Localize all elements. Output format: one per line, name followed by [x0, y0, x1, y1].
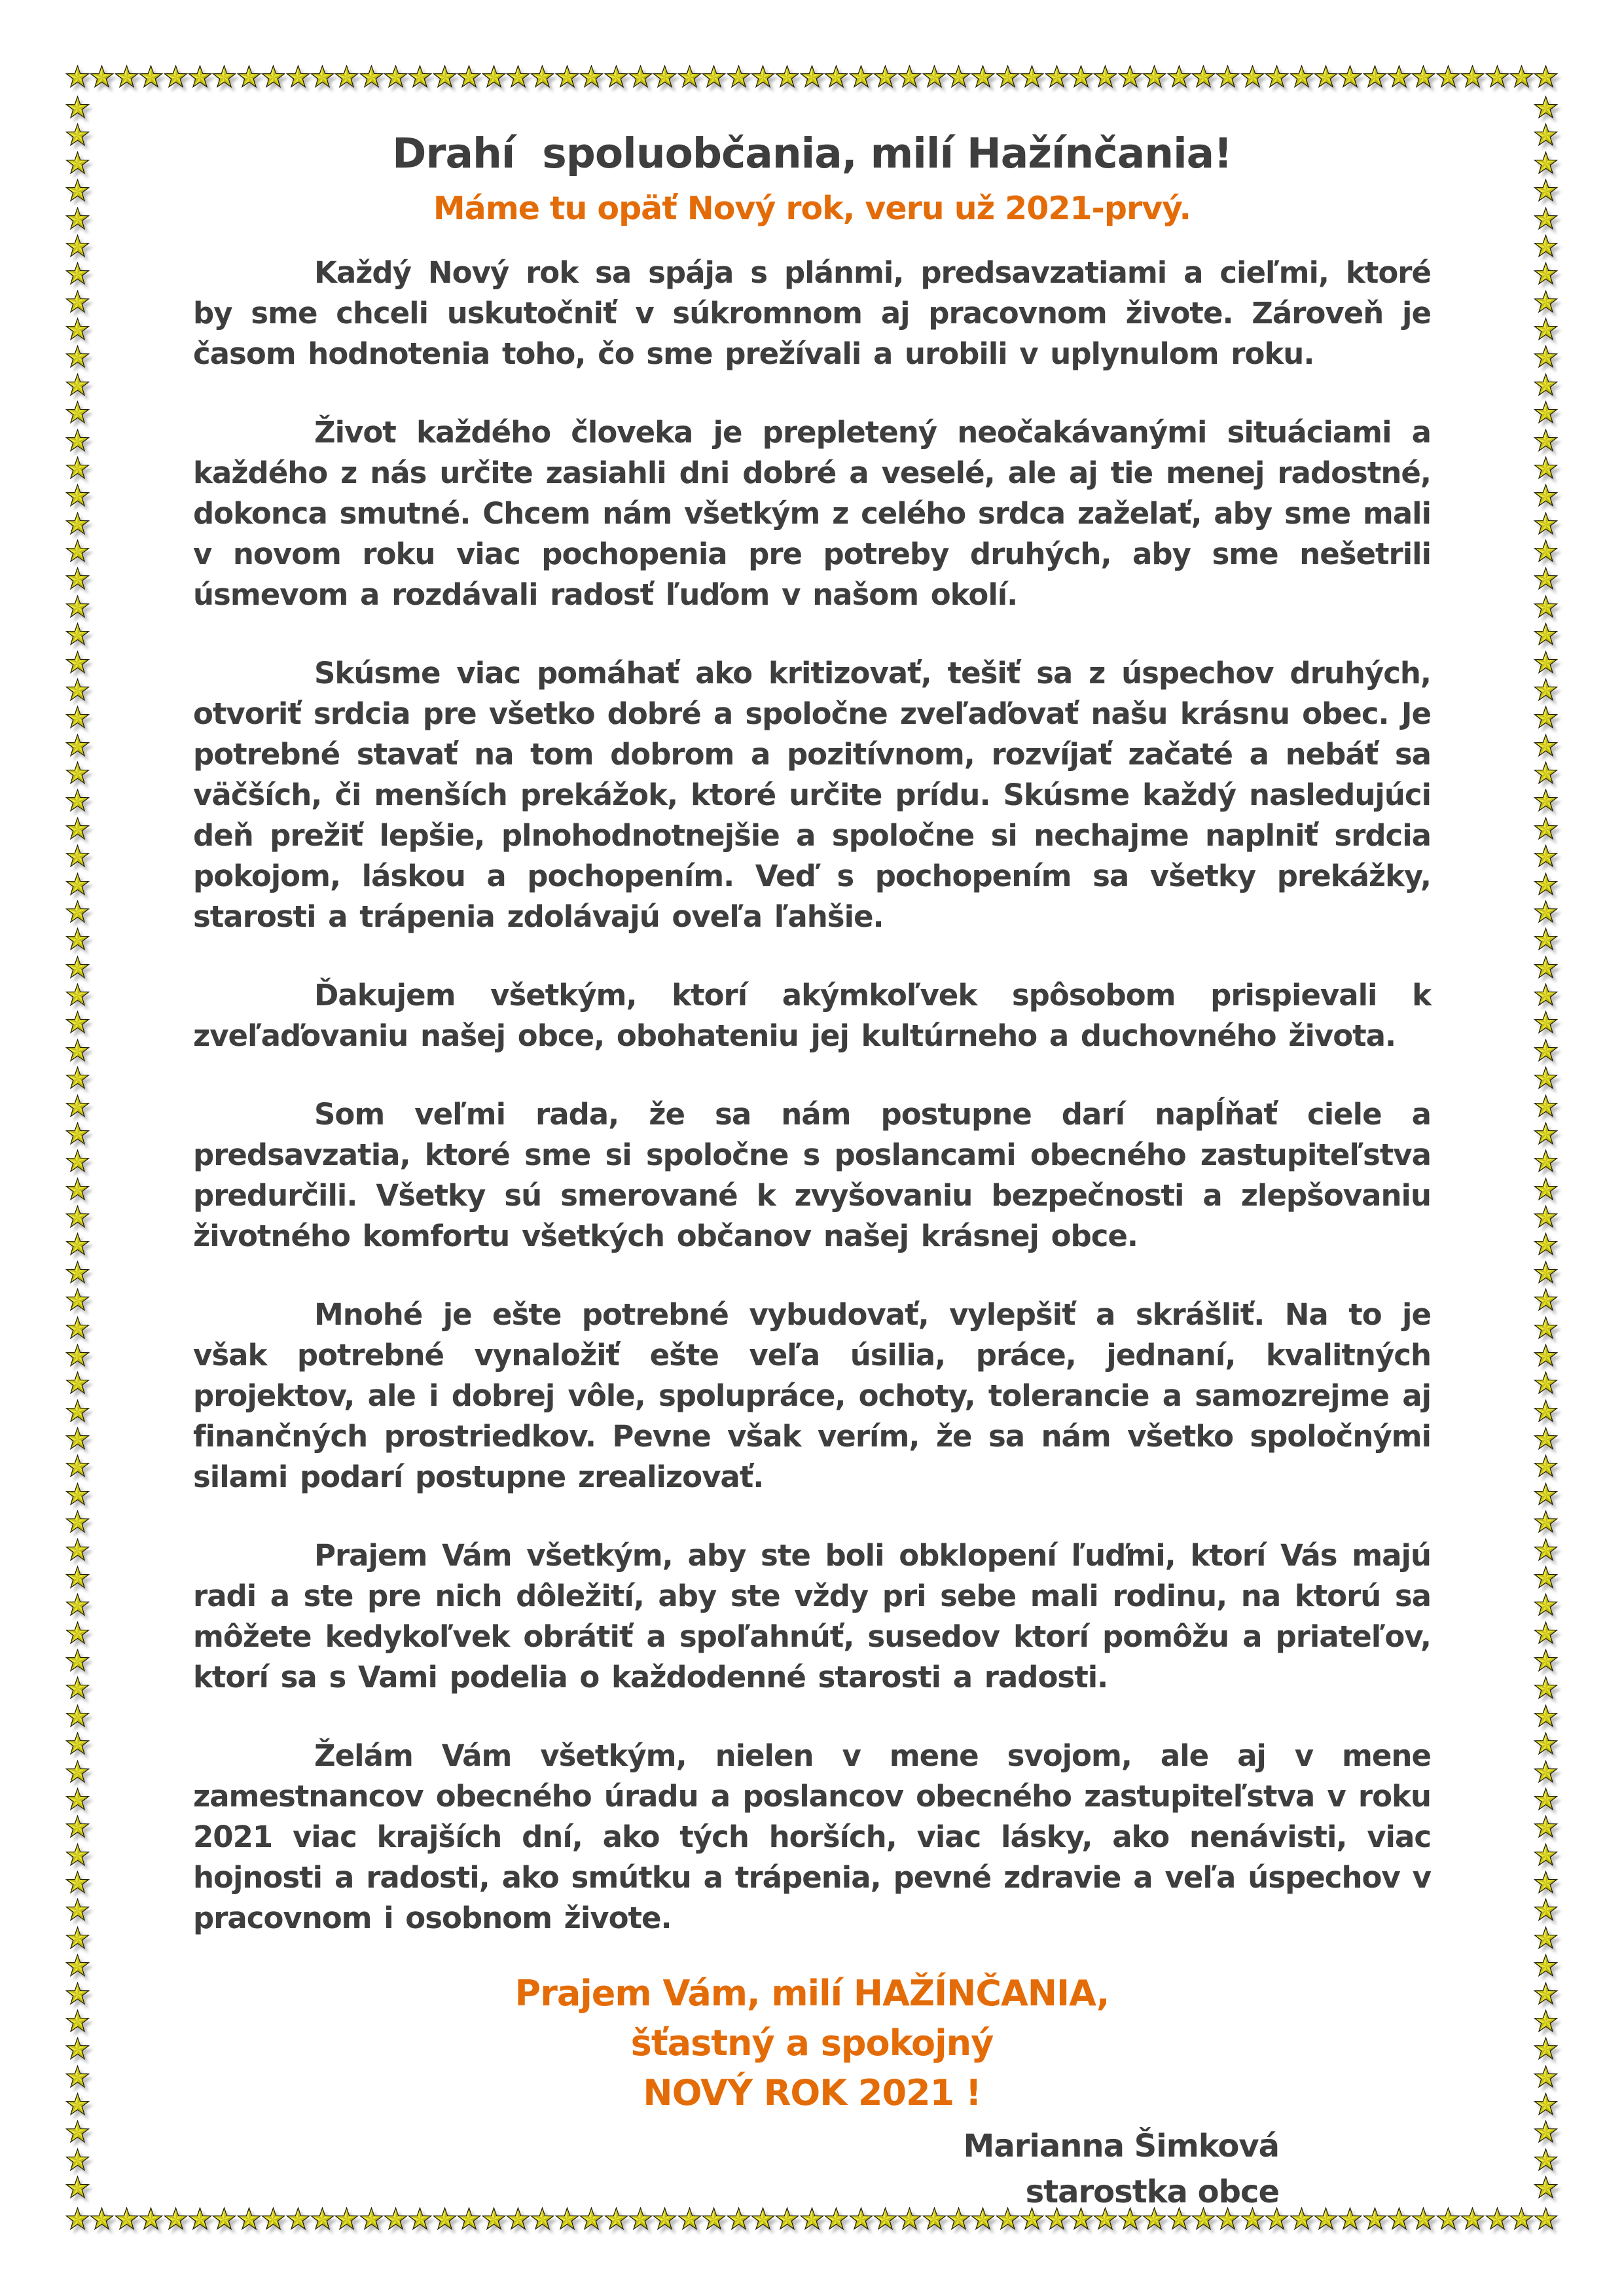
- star-icon: [1534, 429, 1558, 453]
- star-icon: [65, 1205, 90, 1229]
- star-icon: [65, 1898, 90, 1922]
- star-icon: [65, 900, 90, 924]
- star-icon: [65, 345, 90, 369]
- star-icon: [1534, 373, 1558, 397]
- star-icon: [628, 65, 653, 89]
- star-icon: [1534, 1898, 1558, 1922]
- star-icon: [65, 429, 90, 453]
- star-icon: [1534, 1787, 1558, 1812]
- star-icon: [1460, 65, 1485, 89]
- star-icon: [1534, 872, 1558, 897]
- star-icon: [65, 817, 90, 841]
- star-icon: [408, 65, 432, 89]
- star-icon: [996, 65, 1020, 89]
- star-icon: [65, 1371, 90, 1395]
- star-icon: [1534, 1982, 1558, 2006]
- star-icon: [1534, 567, 1558, 591]
- star-icon: [139, 65, 163, 89]
- closing-wish: [193, 1969, 1431, 2118]
- star-icon: [1534, 1649, 1558, 1673]
- star-icon: [65, 1538, 90, 1562]
- star-icon: [1534, 789, 1558, 813]
- star-icon: [1534, 1094, 1558, 1119]
- star-icon: [65, 1011, 90, 1035]
- star-icon: [65, 151, 90, 175]
- star-icon: [65, 1954, 90, 1978]
- star-icon: [727, 65, 751, 89]
- star-icon: [115, 2207, 139, 2231]
- paragraph: Želám Vám všetkým, nielen v mene svojom, ale aj v mene zamestnancov obecného úradu a poslancov obecného zastupiteľstva v roku 2021 viac krajších dní, ako tých horších, viac lásky, ako nenávisti, viac hojnosti a radosti, ako smútku a trápenia, pevné zdravie a veľa úspechov v pracovnom i osobnom živote.: [193, 1738, 1431, 1935]
- star-icon: [1460, 2207, 1485, 2231]
- star-icon: [482, 65, 506, 89]
- star-icon: [65, 1843, 90, 1867]
- star-icon: [1534, 900, 1558, 924]
- star-icon: [1534, 1427, 1558, 1451]
- star-icon: [1534, 2148, 1558, 2172]
- star-icon: [65, 927, 90, 952]
- star-icon: [65, 539, 90, 564]
- paragraph: Ďakujem všetkým, ktorí akýmkoľvek spôsobom prispievali k zveľaďovaniu našej obce, obohateniu jej kultúrneho a duchovného života.: [193, 978, 1431, 1053]
- star-icon: [65, 872, 90, 897]
- star-icon: [65, 1122, 90, 1146]
- star-icon: [65, 373, 90, 397]
- star-icon: [1534, 1732, 1558, 1756]
- star-icon: [65, 1316, 90, 1340]
- star-icon: [90, 65, 114, 89]
- star-icon: [1436, 65, 1460, 89]
- star-icon: [1534, 151, 1558, 175]
- star-icon: [555, 65, 579, 89]
- star-icon: [1534, 1232, 1558, 1257]
- star-icon: [65, 595, 90, 619]
- star-icon: [1534, 317, 1558, 342]
- star-icon: [1534, 234, 1558, 259]
- star-icon: [1534, 2065, 1558, 2089]
- star-icon: [65, 2176, 90, 2200]
- star-icon: [65, 1815, 90, 1839]
- star-icon: [1534, 844, 1558, 869]
- star-icon: [1534, 1954, 1558, 1978]
- star-icon: [1240, 65, 1265, 89]
- star-icon: [90, 2207, 114, 2231]
- signature-name: Marianna Šimková: [963, 2128, 1279, 2164]
- star-icon: [65, 207, 90, 231]
- star-icon: [65, 1454, 90, 1479]
- star-icon: [1534, 1871, 1558, 1895]
- star-icon: [1534, 2120, 1558, 2144]
- star-icon: [65, 2120, 90, 2144]
- star-icon: [1534, 401, 1558, 425]
- star-icon: [65, 761, 90, 785]
- star-icon: [212, 65, 236, 89]
- star-icon: [65, 456, 90, 480]
- star-icon: [1534, 706, 1558, 730]
- star-icon: [1534, 290, 1558, 314]
- star-icon: [1534, 1482, 1558, 1507]
- star-icon: [359, 65, 384, 89]
- star-icon: [1534, 1205, 1558, 1229]
- star-icon: [1534, 595, 1558, 619]
- star-icon: [1020, 65, 1044, 89]
- star-icon: [1509, 65, 1534, 89]
- star-icon: [1534, 1843, 1558, 1867]
- star-icon: [1534, 1371, 1558, 1395]
- star-icon: [873, 65, 897, 89]
- star-icon: [1534, 1760, 1558, 1784]
- star-icon: [65, 1760, 90, 1784]
- star-border-right: [1534, 96, 1559, 2200]
- star-icon: [65, 1621, 90, 1645]
- star-icon: [65, 1676, 90, 1700]
- star-icon: [65, 1094, 90, 1119]
- star-icon: [1485, 65, 1509, 89]
- star-icon: [65, 734, 90, 758]
- star-icon: [1534, 1066, 1558, 1090]
- paragraph: Mnohé je ešte potrebné vybudovať, vylepšiť a skrášliť. Na to je však potrebné vynaložiť ešte veľa úsilia, práce, jednaní, kvalitných projektov, ale i dobrej vôle, spolupráce, ochoty, tolerancie a samozrejme aj finančných prostriedkov. Pevne však verím, že sa nám všetko spoločnými silami podarí postupne zrealizovať.: [193, 1297, 1431, 1494]
- star-icon: [1363, 65, 1387, 89]
- star-icon: [1534, 817, 1558, 841]
- star-icon: [579, 65, 604, 89]
- star-icon: [1045, 65, 1069, 89]
- star-icon: [65, 1926, 90, 1950]
- star-icon: [1534, 734, 1558, 758]
- star-icon: [334, 65, 359, 89]
- paragraph: Život každého človeka je prepletený neočakávanými situáciami a každého z nás určite zasiahli dni dobré a veselé, ale aj tie menej radostné, dokonca smutné. Chcem nám všetkým z celého srdca zaželať, aby sme mali v novom roku viac pochopenia pre potreby druhých, aby sme nešetrili úsmevom a rozdávali radosť ľuďom v našom okolí.: [193, 415, 1431, 612]
- star-icon: [1534, 1593, 1558, 1617]
- paragraph: Prajem Vám všetkým, aby ste boli obklopení ľuďmi, ktorí Vás majú radi a ste pre nich dôležití, aby ste vždy pri sebe mali rodinu, na ktorú sa môžete kedykoľvek obrátiť a spoľahnúť, susedov ktorí pomôžu a priateľov, ktorí sa s Vami podelia o každodenné starosti a radosti.: [193, 1538, 1431, 1695]
- star-icon: [1534, 1510, 1558, 1534]
- star-icon: [65, 1344, 90, 1368]
- star-icon: [1534, 651, 1558, 675]
- star-icon: [65, 65, 90, 89]
- star-icon: [1534, 1926, 1558, 1950]
- star-border-top: [65, 65, 1559, 90]
- star-icon: [65, 1427, 90, 1451]
- star-icon: [1387, 65, 1411, 89]
- star-icon: [1534, 512, 1558, 536]
- star-icon: [1534, 1288, 1558, 1312]
- star-icon: [65, 2037, 90, 2061]
- star-icon: [971, 65, 995, 89]
- star-icon: [1534, 2037, 1558, 2061]
- star-icon: [65, 1510, 90, 1534]
- star-icon: [1534, 2176, 1558, 2200]
- star-icon: [1534, 65, 1558, 89]
- star-icon: [1338, 65, 1362, 89]
- star-icon: [65, 96, 90, 120]
- star-icon: [65, 1261, 90, 1285]
- paragraph: Skúsme viac pomáhať ako kritizovať, tešiť sa z úspechov druhých, otvoriť srdcia pre všetko dobré a spoločne zveľaďovať našu krásnu obec. Je potrebné stavať na tom dobrom a pozitívnom, rozvíjať začaté a nebáť sa väčších, či menších prekážok, ktoré určite prídu. Skúsme každý nasledujúci deň prežiť lepšie, plnohodnotnejšie a spoločne si nechajme naplniť srdcia pokojom, láskou a pochopením. Veď s pochopením sa všetky prekážky, starosti a trápenia zdolávajú oveľa ľahšie.: [193, 656, 1431, 934]
- star-icon: [922, 65, 947, 89]
- star-icon: [1534, 2092, 1558, 2117]
- star-icon: [65, 2009, 90, 2034]
- star-icon: [384, 65, 408, 89]
- star-icon: [1534, 123, 1558, 147]
- star-icon: [775, 65, 799, 89]
- star-icon: [653, 65, 677, 89]
- star-icon: [1534, 1815, 1558, 1839]
- star-icon: [65, 2148, 90, 2172]
- star-icon: [65, 1039, 90, 1063]
- star-icon: [1534, 956, 1558, 980]
- star-icon: [65, 844, 90, 869]
- letter-title: Drahí spoluobčania, milí Hažínčania!: [392, 130, 1232, 177]
- star-icon: [1534, 1261, 1558, 1285]
- star-icon: [65, 290, 90, 314]
- star-icon: [65, 1149, 90, 1174]
- star-icon: [1216, 65, 1240, 89]
- star-icon: [65, 1982, 90, 2006]
- star-icon: [1534, 1149, 1558, 1174]
- star-icon: [65, 956, 90, 980]
- star-icon: [286, 65, 310, 89]
- star-icon: [1534, 1566, 1558, 1590]
- star-icon: [65, 622, 90, 647]
- star-icon: [1118, 65, 1142, 89]
- star-icon: [604, 65, 628, 89]
- star-icon: [1290, 65, 1314, 89]
- star-icon: [1265, 65, 1289, 89]
- star-icon: [65, 983, 90, 1007]
- star-icon: [677, 65, 702, 89]
- star-icon: [1534, 1704, 1558, 1729]
- star-icon: [65, 651, 90, 675]
- star-icon: [188, 65, 212, 89]
- star-icon: [1534, 1316, 1558, 1340]
- star-icon: [1534, 1399, 1558, 1424]
- star-icon: [1436, 2207, 1460, 2231]
- star-icon: [65, 1871, 90, 1895]
- closing-line: šťastný a spokojný: [630, 2022, 994, 2064]
- star-icon: [65, 401, 90, 425]
- star-icon: [65, 1593, 90, 1617]
- star-icon: [65, 2207, 90, 2231]
- letter-subtitle: Máme tu opäť Nový rok, veru už 2021-prvý.: [433, 190, 1191, 227]
- star-icon: [65, 317, 90, 342]
- signature-role: starostka obce: [1025, 2174, 1279, 2210]
- star-icon: [457, 65, 481, 89]
- star-icon: [65, 179, 90, 203]
- star-icon: [433, 65, 457, 89]
- star-icon: [1534, 484, 1558, 508]
- star-icon: [1167, 65, 1191, 89]
- star-icon: [1534, 983, 1558, 1007]
- star-icon: [65, 1787, 90, 1812]
- star-icon: [1534, 1344, 1558, 1368]
- star-icon: [1534, 1011, 1558, 1035]
- star-icon: [164, 65, 188, 89]
- star-icon: [1534, 1454, 1558, 1479]
- star-icon: [1534, 345, 1558, 369]
- star-icon: [65, 262, 90, 286]
- star-icon: [65, 123, 90, 147]
- star-icon: [65, 234, 90, 259]
- star-icon: [1509, 2207, 1534, 2231]
- star-icon: [1534, 927, 1558, 952]
- star-icon: [139, 2207, 163, 2231]
- star-icon: [65, 678, 90, 702]
- star-icon: [1534, 96, 1558, 120]
- star-icon: [65, 1399, 90, 1424]
- star-icon: [1534, 207, 1558, 231]
- star-icon: [1534, 1122, 1558, 1146]
- star-icon: [65, 1066, 90, 1090]
- star-icon: [65, 2065, 90, 2089]
- letter-content: [193, 98, 1431, 2215]
- closing-line: NOVÝ ROK 2021 !: [643, 2072, 981, 2113]
- star-icon: [65, 567, 90, 591]
- star-icon: [65, 1482, 90, 1507]
- star-icon: [261, 65, 285, 89]
- star-icon: [65, 2092, 90, 2117]
- letter-paragraphs: [193, 253, 1431, 1939]
- star-icon: [1534, 1177, 1558, 1202]
- star-icon: [164, 2207, 188, 2231]
- star-icon: [65, 789, 90, 813]
- star-icon: [65, 1232, 90, 1257]
- paragraph: Každý Nový rok sa spája s plánmi, predsavzatiami a cieľmi, ktoré by sme chceli uskutočniť v súkromnom aj pracovnom živote. Zároveň je časom hodnotenia toho, čo sme prežívali a urobili v uplynulom roku.: [193, 255, 1431, 371]
- star-icon: [751, 65, 775, 89]
- star-icon: [800, 65, 824, 89]
- star-icon: [824, 65, 848, 89]
- star-icon: [1534, 1621, 1558, 1645]
- star-icon: [115, 65, 139, 89]
- star-icon: [1534, 539, 1558, 564]
- star-icon: [702, 65, 726, 89]
- star-icon: [1534, 622, 1558, 647]
- star-icon: [65, 1288, 90, 1312]
- star-icon: [1534, 262, 1558, 286]
- star-icon: [65, 484, 90, 508]
- star-icon: [65, 1704, 90, 1729]
- star-icon: [1534, 1538, 1558, 1562]
- signature-block: [193, 2123, 1431, 2215]
- star-icon: [237, 65, 261, 89]
- star-icon: [1411, 65, 1435, 89]
- star-icon: [1534, 2009, 1558, 2034]
- star-icon: [65, 1566, 90, 1590]
- star-icon: [1069, 65, 1093, 89]
- star-icon: [947, 65, 971, 89]
- star-icon: [530, 65, 554, 89]
- star-icon: [1534, 1676, 1558, 1700]
- star-icon: [506, 65, 530, 89]
- paragraph: Som veľmi rada, že sa nám postupne darí napĺňať ciele a predsavzatia, ktoré sme si spoločne s poslancami obecného zastupiteľstva predurčili. Všetky sú smerované k zvyšovaniu bezpečnosti a zlepšovaniu životného komfortu všetkých občanov našej krásnej obce.: [193, 1097, 1431, 1253]
- star-icon: [897, 65, 922, 89]
- star-icon: [65, 1177, 90, 1202]
- star-icon: [1485, 2207, 1509, 2231]
- star-icon: [65, 706, 90, 730]
- star-icon: [310, 65, 334, 89]
- closing-line: Prajem Vám, milí HAŽÍNČANIA,: [514, 1973, 1110, 2014]
- star-border-left: [65, 96, 90, 2200]
- star-icon: [65, 1649, 90, 1673]
- star-icon: [65, 1732, 90, 1756]
- star-icon: [1093, 65, 1117, 89]
- star-icon: [849, 65, 873, 89]
- star-icon: [1534, 1039, 1558, 1063]
- star-icon: [1534, 179, 1558, 203]
- star-icon: [1534, 761, 1558, 785]
- star-icon: [65, 512, 90, 536]
- star-icon: [1534, 2207, 1558, 2231]
- star-icon: [1142, 65, 1166, 89]
- star-icon: [1314, 65, 1338, 89]
- star-icon: [1534, 456, 1558, 480]
- star-icon: [1534, 678, 1558, 702]
- star-icon: [1191, 65, 1216, 89]
